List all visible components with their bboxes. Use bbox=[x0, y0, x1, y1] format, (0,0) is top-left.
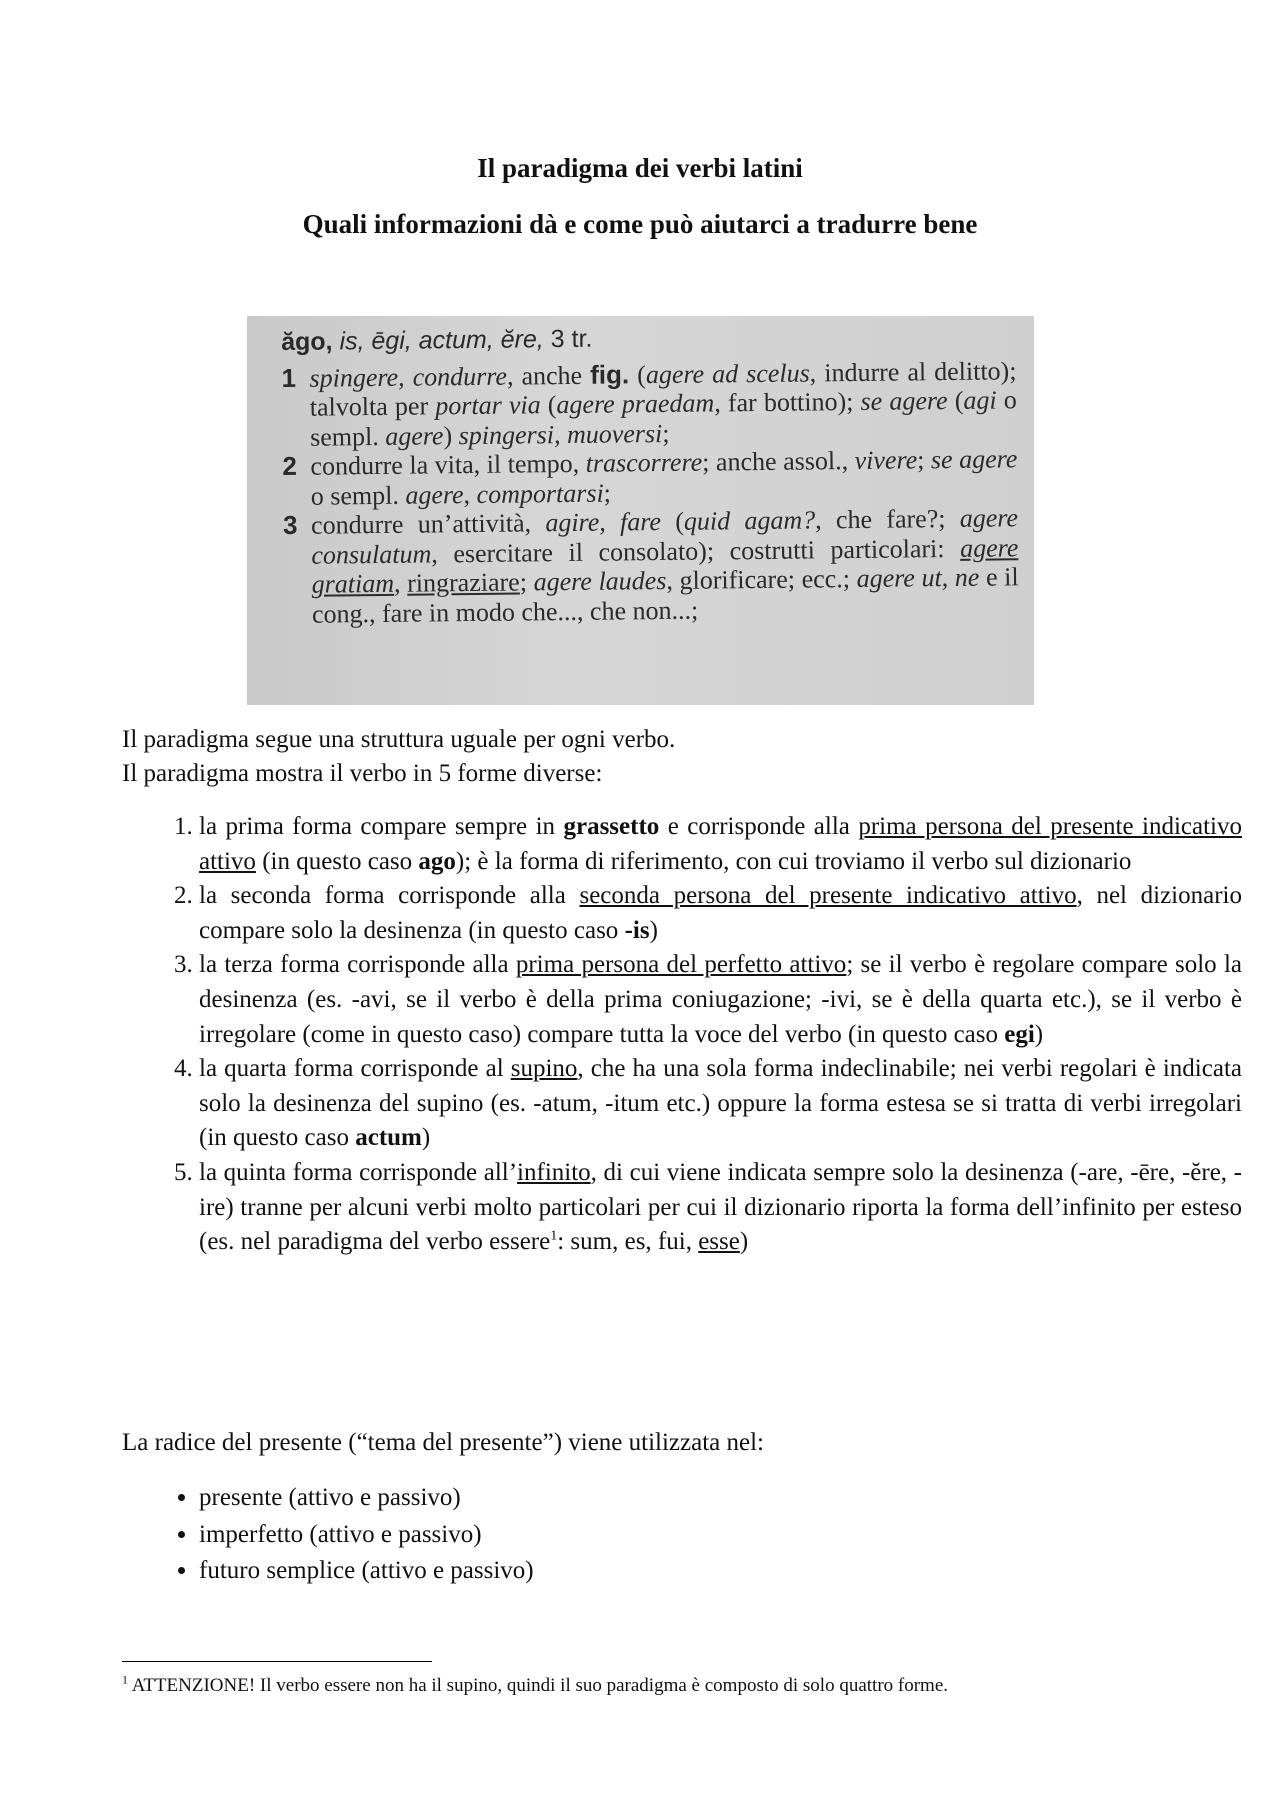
sense-number: 2 bbox=[282, 450, 298, 481]
text-run: se agere bbox=[930, 444, 1018, 475]
text-run: ( bbox=[629, 359, 647, 389]
text-run: spingere, condurre bbox=[309, 361, 508, 393]
text-run: ( bbox=[660, 506, 685, 537]
text-run: ; bbox=[662, 418, 670, 448]
sense-text bbox=[311, 503, 1019, 628]
text-run: agire, fare bbox=[545, 507, 662, 538]
entry-sense bbox=[283, 503, 1019, 629]
text-run: esse bbox=[698, 1228, 740, 1256]
text-run: o sempl. bbox=[309, 385, 1017, 452]
footnote-mark: 1 bbox=[122, 1672, 128, 1687]
entry-headword bbox=[281, 320, 1016, 357]
list-item: • presente (attivo e passivo) bbox=[199, 1480, 1099, 1517]
text-run: agere consulatum bbox=[311, 503, 1019, 570]
list-item bbox=[199, 948, 1242, 1052]
text-run: se agere bbox=[860, 386, 948, 416]
text-run: e il cong., fare in modo che..., che non...; bbox=[311, 562, 1019, 629]
text-run: seconda persona del presente indicativo attivo bbox=[579, 882, 1077, 910]
text-run: ; bbox=[519, 567, 534, 597]
text-run: ) bbox=[649, 916, 658, 944]
text-run: condurre un’attività, bbox=[310, 508, 546, 540]
text-run: ; se il verbo è regolare compare solo la desinenza (es. -avi, se il verbo è della prima coniugazione; -ivi, se è della quarta etc.), se il verbo è irregolare (come in questo caso) compare tutta la voce del verbo (in questo caso bbox=[199, 951, 1242, 1048]
intro-line: Il paradigma segue una struttura uguale per ogni verbo. bbox=[122, 726, 676, 753]
text-run: ago bbox=[418, 847, 456, 875]
list-item bbox=[199, 810, 1242, 879]
text-run: trascorrere bbox=[585, 447, 703, 478]
text-run: , nel dizionario compare solo la desinenza (in questo caso bbox=[199, 882, 1242, 944]
text-run: agere ut, ne bbox=[856, 562, 980, 593]
text-run: quid agam? bbox=[683, 505, 816, 536]
text-run: : sum, es, fui, bbox=[557, 1228, 699, 1256]
dictionary-entry-text bbox=[281, 320, 1019, 629]
list-item bbox=[199, 1156, 1242, 1260]
entry-sense bbox=[281, 356, 1017, 452]
text-run: portar via bbox=[435, 390, 541, 421]
text-run: vivere bbox=[854, 445, 918, 475]
text-run: ; bbox=[603, 478, 612, 508]
text-run: agi bbox=[963, 385, 997, 415]
text-run: , glorificare; ecc.; bbox=[666, 563, 857, 595]
text-run: la quarta forma corrisponde al bbox=[199, 1055, 511, 1083]
text-run: -is bbox=[624, 916, 650, 944]
text-run: la prima forma compare sempre in bbox=[199, 813, 564, 840]
text-run: ); è la forma di riferimento, con cui troviamo il verbo sul dizionario bbox=[455, 847, 1132, 875]
text-run: ) bbox=[1034, 1020, 1044, 1048]
entry-sense bbox=[282, 444, 1018, 511]
text-run: agere gratiam bbox=[311, 532, 1019, 599]
list-item: • futuro semplice (attivo e passivo) bbox=[199, 1553, 1099, 1590]
list-item: • imperfetto (attivo e passivo) bbox=[199, 1517, 1099, 1554]
text-run: grassetto bbox=[563, 813, 660, 840]
paradigm-forms-list bbox=[122, 810, 1242, 1260]
text-run: prima persona del presente indicativo attivo bbox=[199, 813, 1242, 875]
text-run: agere bbox=[385, 420, 444, 451]
text-run: e corrisponde alla bbox=[659, 813, 859, 840]
entry-lemma: ăgo, bbox=[281, 327, 333, 356]
dictionary-entry-photo bbox=[247, 316, 1034, 705]
sense-number: 3 bbox=[282, 509, 298, 540]
sense-number: 1 bbox=[281, 362, 297, 393]
footnote bbox=[122, 1674, 1162, 1698]
text-run: agere praedam bbox=[556, 388, 715, 420]
text-run: egi bbox=[1004, 1020, 1035, 1048]
text-run: , che fare?; bbox=[815, 503, 960, 535]
text-run: , di cui viene indicata sempre solo la desinenza (-are, -ēre, -ĕre, -ire) tranne per alcuni verbi molto particolari per cui il dizionario riporta la forma dell’infinito per esteso (es. nel paradigma del verbo essere bbox=[199, 1158, 1242, 1256]
intro-line: Il paradigma mostra il verbo in 5 forme diverse: bbox=[122, 760, 603, 787]
entry-paradigm: is, ēgi, actum, ĕre, bbox=[332, 325, 544, 356]
text-run: 1 bbox=[550, 1228, 558, 1244]
text-run: prima persona del perfetto attivo bbox=[515, 951, 847, 979]
list-item bbox=[199, 1052, 1242, 1156]
footnote-text: ATTENZIONE! Il verbo essere non ha il supino, quindi il suo paradigma è composto di solo quattro forme. bbox=[128, 1675, 949, 1696]
text-run: ringraziare bbox=[407, 567, 520, 598]
page-subtitle: Quali informazioni dà e come può aiutarci a tradurre bene bbox=[302, 209, 978, 239]
text-run: supino bbox=[510, 1055, 578, 1083]
text-run: agere laudes bbox=[533, 565, 667, 597]
text-run: agere bbox=[405, 479, 464, 510]
page-title: Il paradigma dei verbi latini bbox=[477, 153, 803, 183]
text-run: la seconda forma corrisponde alla bbox=[199, 882, 580, 910]
text-run: agere ad scelus bbox=[645, 357, 810, 389]
text-run: condurre la vita, il tempo, bbox=[310, 448, 586, 481]
text-run: ; anche assol., bbox=[702, 446, 855, 477]
list-item bbox=[199, 879, 1242, 948]
text-run: ( bbox=[540, 390, 557, 420]
text-run: la terza forma corrisponde alla bbox=[199, 951, 516, 979]
text-run: comportarsi bbox=[476, 478, 604, 509]
sense-text bbox=[310, 444, 1018, 510]
sense-text bbox=[309, 356, 1017, 452]
text-run: o sempl. bbox=[310, 480, 406, 511]
text-run: spingersi, muoversi bbox=[458, 418, 663, 450]
text-run: , far bottino); bbox=[714, 386, 861, 418]
text-run: la quinta forma corrisponde all’ bbox=[199, 1158, 518, 1186]
text-run: ) bbox=[421, 1124, 431, 1152]
text-run: , esercitare il consolato); costrutti particolari: bbox=[431, 533, 961, 568]
text-run: , indurre al delitto); talvolta per bbox=[309, 355, 1017, 422]
text-run: ( bbox=[947, 385, 964, 416]
text-run: , anche bbox=[506, 360, 591, 391]
text-run: , bbox=[463, 479, 477, 509]
tenses-list bbox=[122, 1480, 1099, 1590]
text-run: ; bbox=[917, 445, 932, 475]
text-run: fig. bbox=[590, 358, 630, 390]
text-run: actum bbox=[355, 1124, 422, 1152]
footnote-divider bbox=[122, 1661, 432, 1662]
text-run: , che ha una sola forma indeclinabile; nei verbi regolari è indicata solo la desinenza del supino (es. -atum, -itum etc.) oppure la forma estesa se si tratta di verbi irregolari (in questo caso bbox=[199, 1055, 1242, 1152]
text-run: , bbox=[393, 568, 408, 598]
text-run: ) bbox=[443, 420, 459, 450]
text-run: ) bbox=[739, 1228, 749, 1256]
text-run: infinito bbox=[517, 1158, 591, 1186]
entry-class: 3 tr. bbox=[543, 324, 593, 354]
text-run: (in questo caso bbox=[255, 847, 419, 875]
present-stem-paragraph: La radice del presente (“tema del presente”) viene utilizzata nel: bbox=[122, 1429, 765, 1456]
entry-senses bbox=[281, 356, 1019, 629]
